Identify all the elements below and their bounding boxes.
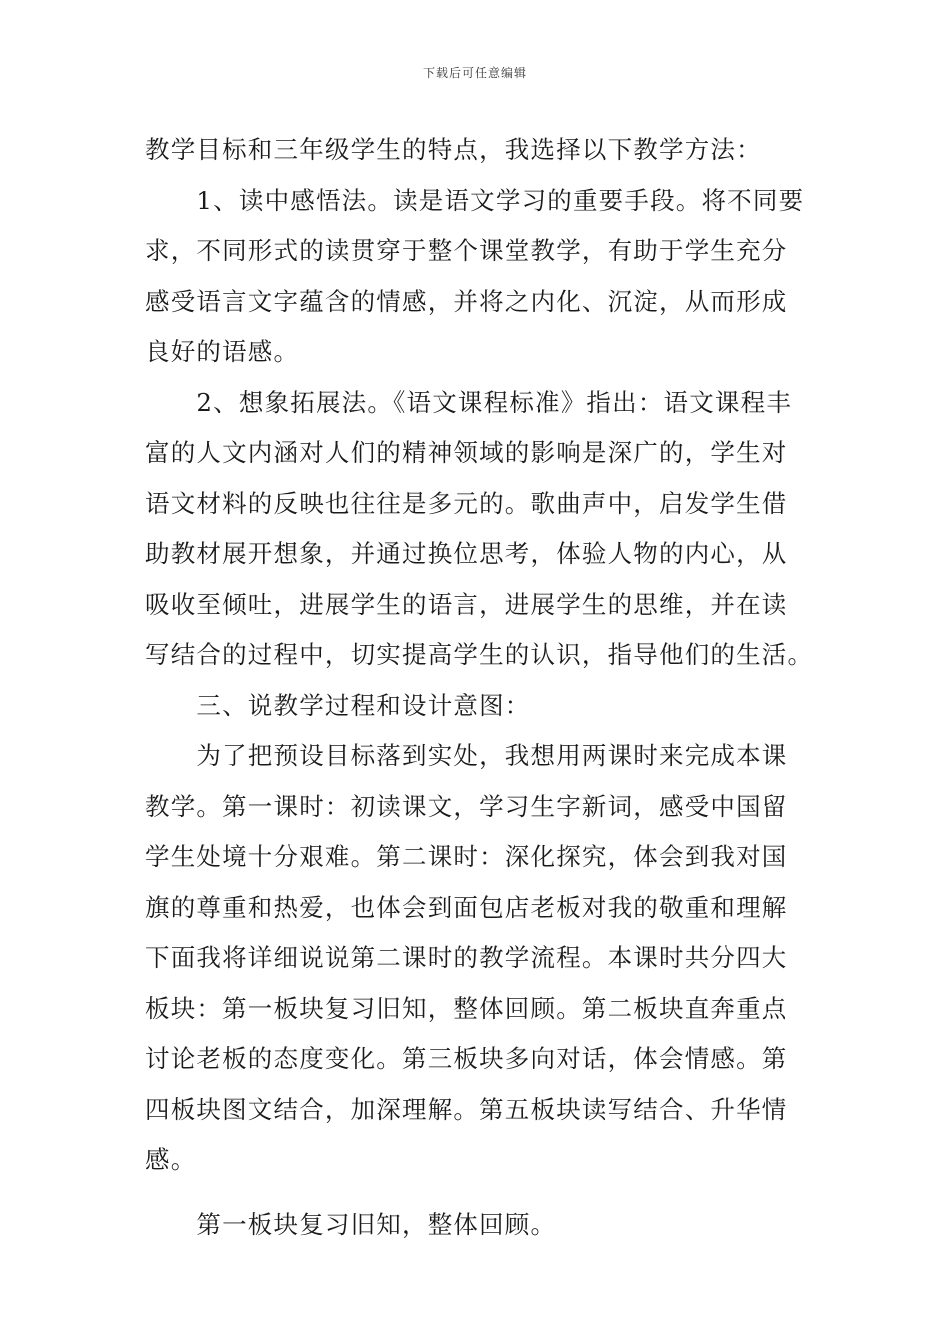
text-line: 教学目标和三年级学生的特点，我选择以下教学方法：: [145, 135, 762, 164]
page-header: 下载后可任意编辑: [422, 66, 527, 80]
text-line: 三、说教学过程和设计意图：: [145, 690, 531, 720]
text-line: 吸收至倾吐，进展学生的语言，进展学生的思维，并在读: [145, 589, 788, 619]
text-line: 旗的尊重和热爱，也体会到面包店老板对我的敬重和理解: [145, 892, 788, 922]
document-body: [145, 125, 814, 1250]
text-line: 感。: [145, 1145, 197, 1174]
text-line: 板块：第一板块复习旧知，整体回顾。第二板块直奔重点: [145, 993, 788, 1023]
text-line: 求，不同形式的读贯穿于整个课堂教学，有助于学生充分: [145, 236, 788, 265]
text-line: 助教材展开想象，并通过换位思考，体验人物的内心，从: [145, 539, 788, 568]
text-line: 为了把预设目标落到实处，我想用两课时来完成本课: [145, 741, 788, 770]
text-line: 学生处境十分艰难。第二课时：深化探究，体会到我对国: [145, 842, 788, 871]
text-line: 四板块图文结合，加深理解。第五板块读写结合、升华情: [145, 1094, 788, 1124]
text-line: 讨论老板的态度变化。第三板块多向对话，体会情感。第: [145, 1044, 788, 1073]
text-line: 良好的语感。: [145, 337, 300, 366]
text-line: 语文材料的反映也往往是多元的。歌曲声中，启发学生借: [145, 488, 788, 518]
text-line: 教学。第一课时：初读课文，学习生字新词，感受中国留: [145, 791, 788, 821]
text-line: 2、想象拓展法。《语文课程标准》指出：语文课程丰: [145, 387, 793, 417]
text-line: 感受语言文字蕴含的情感，并将之内化、沉淀，从而形成: [145, 286, 788, 316]
text-line: 第一板块复习旧知，整体回顾。: [145, 1209, 557, 1239]
text-line: 富的人文内涵对人们的精神领域的影响是深广的，学生对: [145, 438, 788, 467]
text-line: 1、读中感悟法。读是语文学习的重要手段。将不同要: [145, 185, 805, 215]
text-line: 写结合的过程中，切实提高学生的认识，指导他们的生活。: [145, 640, 814, 669]
text-line: 下面我将详细说说第二课时的教学流程。本课时共分四大: [145, 943, 788, 972]
